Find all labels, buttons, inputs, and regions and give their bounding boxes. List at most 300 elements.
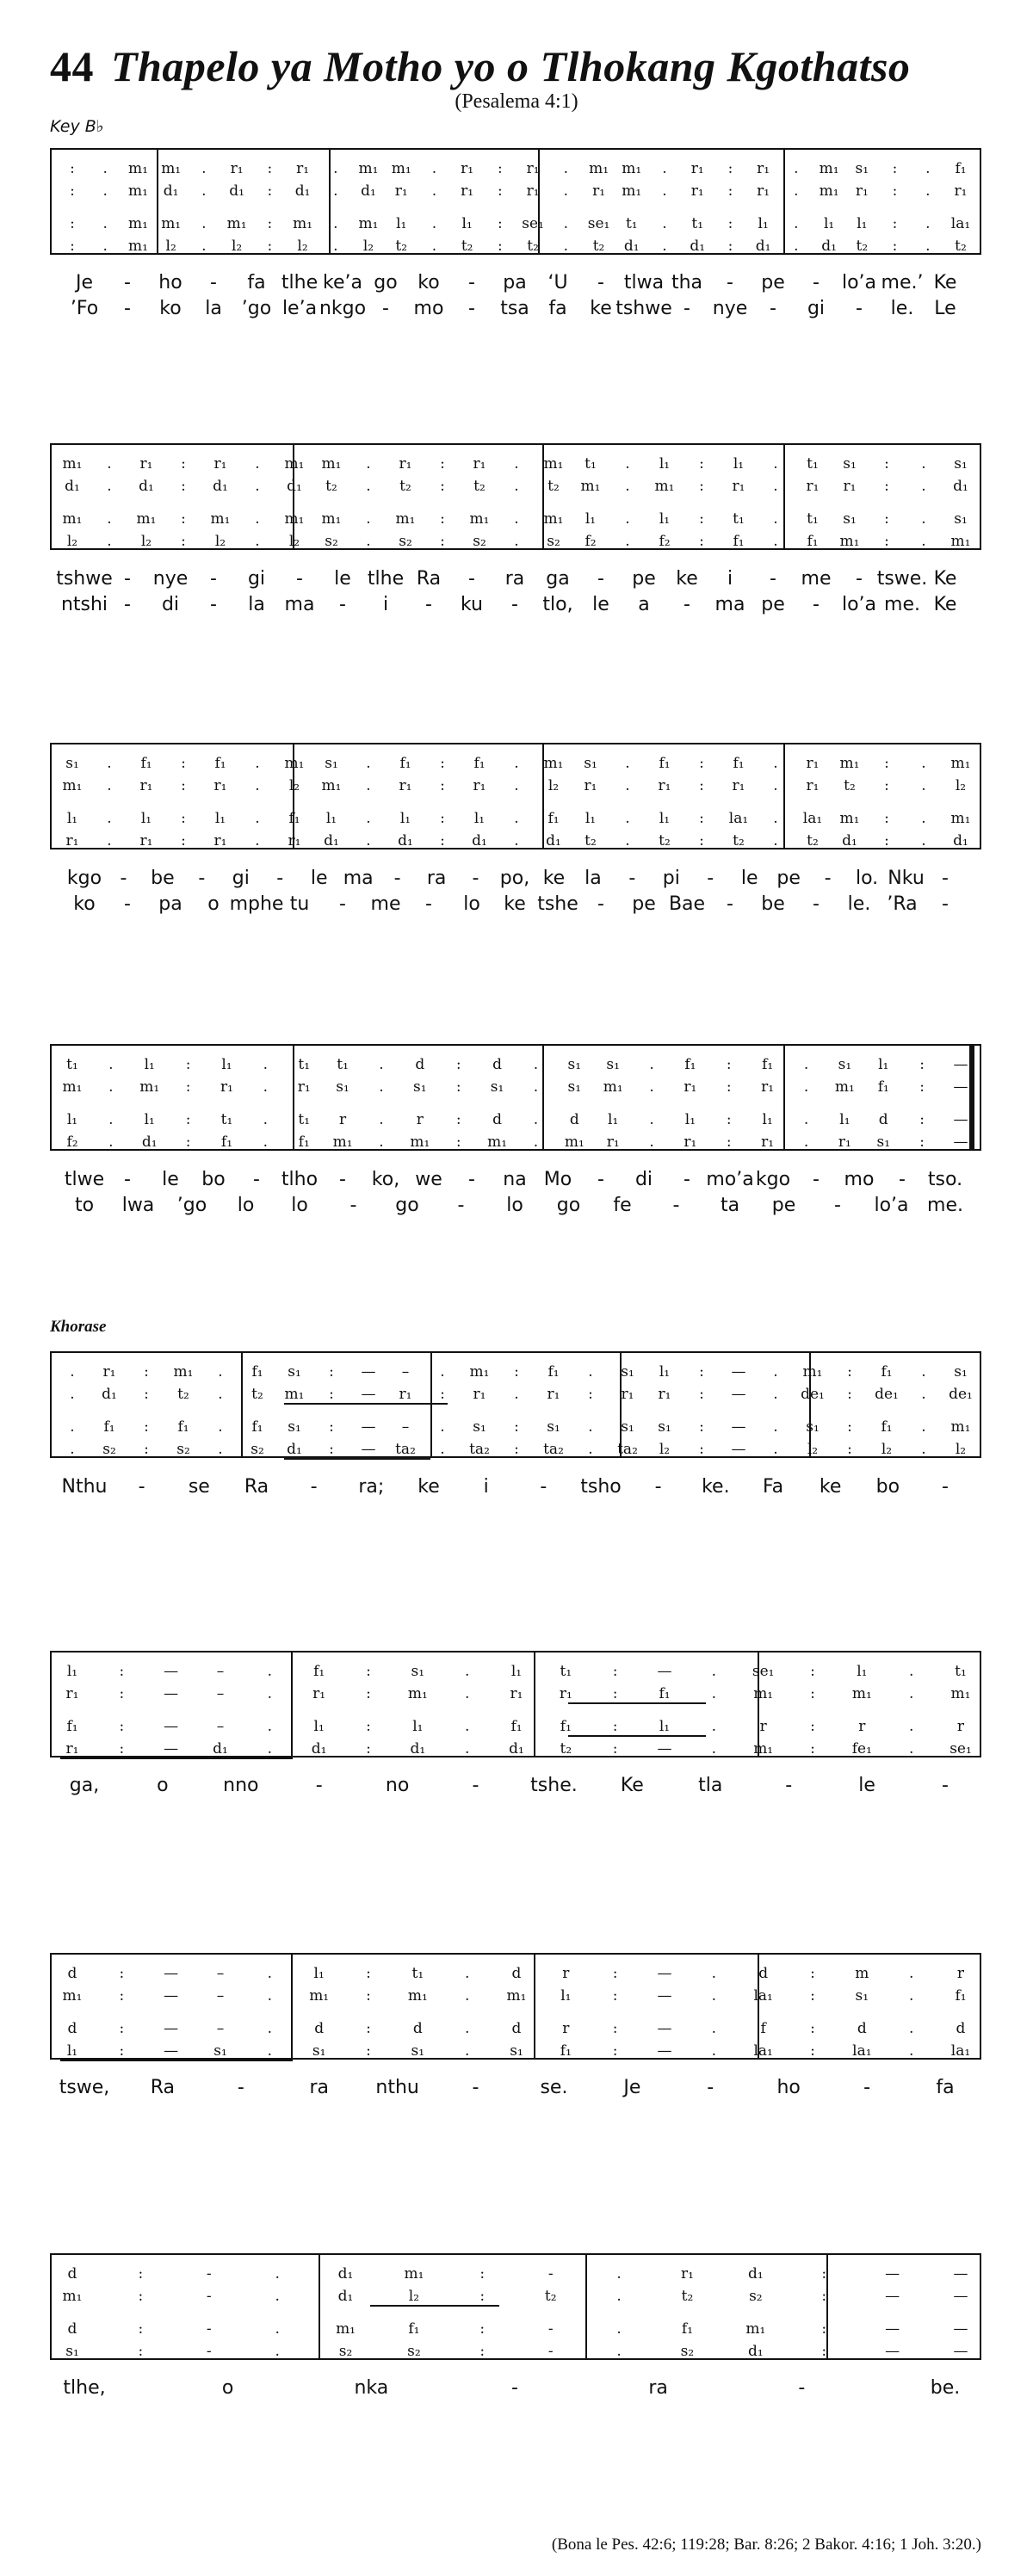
- solfa-note: l₂: [362, 238, 374, 255]
- solfa-note: .: [908, 2020, 914, 2037]
- solfa-note: s₁: [855, 1987, 869, 2005]
- solfa-note: .: [514, 810, 519, 827]
- lyric-syllable: ’go: [241, 298, 272, 319]
- solfa-note: .: [625, 777, 630, 794]
- solfa-note: d: [412, 2020, 423, 2037]
- solfa-note: -: [206, 2288, 212, 2305]
- solfa-note: .: [275, 2265, 280, 2283]
- lyric-syllable: Fa: [762, 1476, 784, 1498]
- lyric-syllable: mo: [413, 298, 444, 319]
- solfa-note: —: [164, 2020, 179, 2037]
- solfa-note: :: [267, 238, 273, 255]
- solfa-note: :: [810, 1685, 815, 1702]
- solfa-note: m₁: [753, 1685, 774, 1702]
- solfa-note: :: [699, 1441, 704, 1458]
- solfa-note: t₁: [807, 455, 819, 473]
- tie-line: [370, 2305, 499, 2307]
- score-system-4: [50, 1044, 981, 1151]
- lyric-syllable: Ke: [933, 272, 957, 293]
- lyric-syllable: -: [124, 272, 131, 293]
- solfa-note: r₁: [954, 182, 968, 200]
- solfa-note: :: [699, 777, 704, 794]
- solfa-note: .: [773, 1386, 778, 1403]
- solfa-note: r₁: [213, 832, 227, 849]
- lyric-syllable: ‘U: [547, 272, 568, 293]
- solfa-note: r₁: [139, 777, 153, 794]
- solfa-note: m₁: [543, 510, 564, 528]
- voice-part-bass: [52, 832, 980, 851]
- solfa-note: .: [218, 1363, 223, 1381]
- solfa-note: .: [514, 455, 519, 473]
- solfa-note: :: [366, 1740, 371, 1757]
- lyric-syllable: bo: [201, 1169, 226, 1190]
- lyric-syllable: ra: [309, 2077, 329, 2098]
- lyric-syllable: gi: [807, 298, 826, 319]
- solfa-note: .: [440, 1441, 445, 1458]
- solfa-note: l₂: [955, 777, 967, 794]
- solfa-note: f₁: [659, 755, 671, 772]
- solfa-note: :: [892, 160, 898, 177]
- lyric-syllable: -: [813, 893, 820, 915]
- solfa-note: .: [366, 533, 371, 550]
- lyric-syllable: -: [684, 594, 690, 615]
- solfa-note: :: [138, 2343, 144, 2360]
- solfa-note: :: [366, 2020, 371, 2037]
- score-system-8: [50, 2253, 981, 2360]
- solfa-note: .: [925, 160, 931, 177]
- solfa-note: .: [464, 2020, 470, 2037]
- lyric-syllable: -: [276, 868, 284, 889]
- solfa-note: :: [726, 1111, 732, 1128]
- solfa-note: m₁: [127, 182, 148, 200]
- solfa-note: de₁: [875, 1386, 899, 1403]
- voice-part-bass: [52, 1134, 980, 1152]
- solfa-note: .: [366, 810, 371, 827]
- solfa-note: .: [263, 1111, 269, 1128]
- lyric-syllable: me.’: [881, 272, 924, 293]
- solfa-note: m₁: [407, 1685, 428, 1702]
- lyric-syllable: lo’a: [841, 594, 877, 615]
- solfa-note: m₁: [358, 160, 379, 177]
- solfa-note: l₂: [955, 1441, 967, 1458]
- lyric-syllable: tshe: [537, 893, 578, 915]
- solfa-note: :: [821, 2265, 827, 2283]
- lyric-syllable: nye: [152, 568, 189, 590]
- solfa-note: m₁: [62, 777, 83, 794]
- solfa-note: :: [884, 510, 889, 528]
- solfa-note: —: [657, 2042, 672, 2060]
- solfa-note: .: [107, 455, 112, 473]
- solfa-note: t₂: [681, 2288, 694, 2305]
- solfa-note: —: [361, 1418, 376, 1436]
- lyric-syllable: ku: [460, 594, 484, 615]
- lyric-syllable: ke: [418, 1476, 440, 1498]
- solfa-note: .: [921, 1441, 926, 1458]
- solfa-note: :: [919, 1134, 925, 1151]
- solfa-note: d₁: [953, 478, 968, 495]
- solfa-note: m₁: [950, 755, 971, 772]
- solfa-note: s₁: [843, 510, 857, 528]
- solfa-note: :: [181, 810, 186, 827]
- solfa-note: t₂: [592, 238, 605, 255]
- solfa-note: d: [492, 1056, 503, 1073]
- solfa-note: s₁: [621, 1418, 634, 1436]
- solfa-note: d₁: [747, 2343, 764, 2360]
- solfa-note: f₁: [955, 160, 967, 177]
- solfa-note: :: [440, 533, 445, 550]
- lyric-syllable: se.: [540, 2077, 568, 2098]
- solfa-note: d₁: [294, 182, 311, 200]
- solfa-note: f₂: [585, 533, 597, 550]
- solfa-note: :: [892, 215, 898, 232]
- solfa-note: la₁: [852, 2042, 872, 2060]
- solfa-note: -: [206, 2343, 212, 2360]
- lyric-syllable: pi: [662, 868, 680, 889]
- solfa-note: r₁: [761, 1078, 775, 1096]
- solfa-note: r₁: [288, 832, 301, 849]
- solfa-note: l₁: [560, 1987, 572, 2005]
- solfa-note: r: [416, 1111, 424, 1128]
- solfa-note: —: [657, 1740, 672, 1757]
- solfa-note: t₁: [298, 1111, 311, 1128]
- lyric-syllable: no: [385, 1775, 410, 1796]
- lyric-syllable: -: [468, 1169, 475, 1190]
- solfa-note: .: [921, 455, 926, 473]
- solfa-note: .: [333, 238, 338, 255]
- solfa-note: :: [138, 2320, 144, 2338]
- solfa-note: :: [440, 510, 445, 528]
- lyric-syllable: -: [124, 893, 131, 915]
- solfa-note: .: [711, 1663, 717, 1680]
- lyric-syllable: le: [740, 868, 758, 889]
- solfa-note: :: [181, 755, 186, 772]
- solfa-note: d: [511, 1965, 522, 1982]
- solfa-note: .: [108, 1134, 114, 1151]
- solfa-note: r₁: [399, 455, 412, 473]
- solfa-note: s₂: [749, 2288, 763, 2305]
- solfa-note: :: [884, 810, 889, 827]
- solfa-note: t₂: [547, 478, 560, 495]
- solfa-note: :: [810, 1987, 815, 2005]
- solfa-note: :: [440, 755, 445, 772]
- solfa-note: .: [921, 1418, 926, 1436]
- voice-part-soprano: [52, 455, 980, 474]
- lyric-line-4-1: [50, 1169, 981, 1195]
- solfa-note: :: [612, 2042, 618, 2060]
- solfa-note: d: [492, 1111, 503, 1128]
- solfa-note: .: [908, 1965, 914, 1982]
- solfa-note: t₂: [177, 1386, 189, 1403]
- solfa-note: d₁: [65, 478, 80, 495]
- solfa-note: :: [138, 2288, 144, 2305]
- solfa-note: :: [884, 777, 889, 794]
- solfa-note: .: [625, 810, 630, 827]
- solfa-note: .: [925, 182, 931, 200]
- lyric-syllable: pe: [776, 868, 801, 889]
- solfa-note: .: [711, 1987, 717, 2005]
- solfa-note: s₁: [547, 1418, 560, 1436]
- solfa-note: r₁: [684, 1078, 697, 1096]
- solfa-note: —: [164, 1987, 179, 2005]
- lyric-line-3-2: [50, 893, 981, 919]
- lyric-syllable: -: [597, 272, 604, 293]
- solfa-note: .: [255, 777, 260, 794]
- voice-part-alto: [52, 1987, 980, 2006]
- solfa-note: :: [479, 2343, 486, 2360]
- solfa-note: r₁: [526, 160, 540, 177]
- solfa-note: .: [803, 1056, 809, 1073]
- lyric-syllable: gi: [247, 568, 266, 590]
- solfa-note: .: [464, 1663, 470, 1680]
- lyric-syllable: -: [425, 893, 432, 915]
- solfa-note: r₁: [658, 777, 671, 794]
- solfa-note: :: [847, 1386, 852, 1403]
- solfa-note: :: [70, 215, 75, 232]
- lyric-syllable: -: [707, 868, 714, 889]
- solfa-note: .: [263, 1134, 269, 1151]
- solfa-note: d: [67, 2020, 77, 2037]
- solfa-note: m₁: [391, 160, 411, 177]
- solfa-note: s₁: [954, 510, 968, 528]
- lyric-syllable: ke’a: [323, 272, 362, 293]
- lyric-syllable: -: [124, 594, 131, 615]
- solfa-note: -: [206, 2265, 212, 2283]
- solfa-note: r₁: [658, 1386, 671, 1403]
- solfa-note: r₁: [559, 1685, 572, 1702]
- lyric-syllable: -: [597, 893, 604, 915]
- solfa-note: .: [275, 2320, 280, 2338]
- lyric-syllable: -: [210, 594, 217, 615]
- lyric-syllable: le: [162, 1169, 179, 1190]
- solfa-note: f₁: [560, 2042, 572, 2060]
- solfa-note: .: [255, 755, 260, 772]
- solfa-note: :: [588, 1386, 593, 1403]
- lyric-syllable: -: [310, 1476, 318, 1498]
- lyric-syllable: o: [207, 893, 220, 915]
- lyric-syllable: i: [483, 1476, 489, 1498]
- solfa-note: f₁: [733, 755, 745, 772]
- solfa-note: l₁: [733, 455, 745, 473]
- solfa-note: d: [956, 2020, 966, 2037]
- solfa-note: –: [401, 1418, 410, 1436]
- solfa-note: r₁: [547, 1386, 560, 1403]
- solfa-note: :: [884, 478, 889, 495]
- solfa-note: :: [884, 832, 889, 849]
- solfa-note: .: [773, 510, 778, 528]
- solfa-note: :: [440, 478, 445, 495]
- solfa-note: m₁: [127, 238, 148, 255]
- lyric-syllable: ra;: [358, 1476, 385, 1498]
- solfa-note: s₂: [407, 2343, 421, 2360]
- voice-part-soprano: [52, 160, 980, 179]
- lyric-line-6-1: [50, 1775, 981, 1801]
- solfa-note: .: [563, 238, 569, 255]
- solfa-note: ta₂: [617, 1441, 638, 1458]
- voice-part-tenor: [52, 810, 980, 829]
- solfa-note: f₁: [733, 533, 745, 550]
- solfa-note: d₁: [747, 2265, 764, 2283]
- solfa-note: :: [699, 478, 704, 495]
- voice-part-alto: [52, 1078, 980, 1097]
- solfa-note: -: [547, 2265, 554, 2283]
- solfa-note: —: [953, 1078, 968, 1096]
- lyric-syllable: -: [597, 1169, 604, 1190]
- solfa-note: .: [794, 215, 799, 232]
- solfa-note: f₁: [288, 810, 300, 827]
- solfa-note: .: [773, 1441, 778, 1458]
- lyric-syllable: Mo: [543, 1169, 572, 1190]
- solfa-note: :: [119, 2020, 125, 2037]
- solfa-note: s₁: [336, 1078, 349, 1096]
- solfa-note: f₁: [313, 1663, 325, 1680]
- solfa-note: s₁: [806, 1418, 820, 1436]
- lyric-syllable: -: [339, 893, 346, 915]
- solfa-note: l₂: [807, 1441, 819, 1458]
- solfa-note: l₁: [399, 810, 411, 827]
- lyric-syllable: -: [785, 1775, 793, 1796]
- voice-part-tenor: [52, 1718, 980, 1737]
- solfa-note: .: [255, 810, 260, 827]
- solfa-note: m₁: [950, 1418, 971, 1436]
- solfa-note: —: [885, 2343, 900, 2360]
- lyric-syllable: lo: [291, 1195, 308, 1216]
- solfa-note: r: [562, 1965, 570, 1982]
- solfa-note: fe₁: [851, 1740, 872, 1757]
- solfa-note: s₁: [411, 1663, 425, 1680]
- solfa-note: —: [164, 1740, 179, 1757]
- solfa-note: .: [267, 1965, 273, 1982]
- solfa-note: :: [612, 1718, 618, 1735]
- lyric-syllable: -: [942, 868, 949, 889]
- solfa-note: .: [366, 510, 371, 528]
- solfa-note: .: [464, 1685, 470, 1702]
- solfa-note: :: [612, 1740, 618, 1757]
- lyric-syllable: fa: [247, 272, 266, 293]
- solfa-note: d₁: [821, 238, 837, 255]
- solfa-note: —: [953, 1056, 968, 1073]
- solfa-note: .: [102, 215, 108, 232]
- solfa-note: t₂: [395, 238, 408, 255]
- solfa-note: :: [181, 777, 186, 794]
- solfa-note: r₁: [806, 755, 820, 772]
- solfa-note: .: [794, 160, 799, 177]
- solfa-note: .: [563, 160, 569, 177]
- solfa-note: :: [366, 1965, 371, 1982]
- solfa-note: t₂: [399, 478, 411, 495]
- solfa-note: s₁: [567, 1056, 582, 1073]
- lyric-syllable: -: [770, 568, 776, 590]
- solfa-note: m₁: [506, 1987, 527, 2005]
- solfa-note: .: [267, 1740, 273, 1757]
- lyric-syllable: ke: [676, 568, 698, 590]
- solfa-note: s₂: [338, 2343, 353, 2360]
- lyric-syllable: lo: [506, 1195, 523, 1216]
- lyric-syllable: le.: [890, 298, 914, 319]
- solfa-note: d₁: [163, 182, 179, 200]
- voice-part-tenor: [52, 1418, 980, 1437]
- solfa-note: —: [657, 1987, 672, 2005]
- solfa-note: .: [711, 1965, 717, 1982]
- solfa-note: d₁: [102, 1386, 117, 1403]
- solfa-note: f₁: [66, 1718, 78, 1735]
- score-system-3: [50, 743, 981, 849]
- solfa-note: .: [711, 1740, 717, 1757]
- solfa-note: :: [847, 1441, 852, 1458]
- solfa-note: m₁: [950, 1685, 971, 1702]
- solfa-note: —: [361, 1363, 376, 1381]
- solfa-note: m₁: [834, 1078, 855, 1096]
- solfa-note: .: [255, 832, 260, 849]
- lyric-syllable: ko,: [371, 1169, 400, 1190]
- tie-line: [568, 1735, 706, 1737]
- solfa-note: .: [218, 1386, 223, 1403]
- solfa-note: :: [847, 1418, 852, 1436]
- solfa-note: :: [440, 832, 445, 849]
- solfa-note: .: [588, 1418, 593, 1436]
- solfa-note: :: [119, 2042, 125, 2060]
- solfa-note: :: [612, 1663, 618, 1680]
- lyric-syllable: -: [468, 298, 475, 319]
- solfa-note: la₁: [753, 1987, 773, 2005]
- lyric-syllable: o: [221, 2377, 234, 2399]
- solfa-note: :: [884, 755, 889, 772]
- solfa-note: s₁: [843, 455, 857, 473]
- lyric-syllable: di: [634, 1169, 653, 1190]
- solfa-note: :: [847, 1363, 852, 1381]
- solfa-note: —: [885, 2320, 900, 2338]
- solfa-note: l₁: [66, 810, 78, 827]
- lyric-syllable: -: [727, 893, 733, 915]
- solfa-note: .: [107, 478, 112, 495]
- lyric-syllable: le: [592, 594, 609, 615]
- lyric-syllable: -: [684, 298, 690, 319]
- solfa-note: :: [612, 1987, 618, 2005]
- hymn-title-text: Thapelo ya Motho yo o Tlhokang Kgothatso: [111, 42, 911, 90]
- solfa-note: m₁: [622, 182, 642, 200]
- solfa-note: .: [649, 1078, 654, 1096]
- solfa-note: d₁: [337, 2265, 354, 2283]
- lyric-syllable: -: [468, 272, 475, 293]
- lyric-syllable: -: [654, 1476, 662, 1498]
- solfa-note: .: [107, 810, 112, 827]
- lyric-syllable: le: [334, 568, 351, 590]
- solfa-note: d₁: [755, 238, 771, 255]
- solfa-note: m₁: [839, 755, 860, 772]
- solfa-note: .: [102, 160, 108, 177]
- lyric-syllable: Le: [934, 298, 956, 319]
- lyric-syllable: nthu: [375, 2077, 419, 2098]
- lyric-syllable: pe: [632, 893, 656, 915]
- solfa-note: :: [810, 1663, 815, 1680]
- solfa-note: r₁: [761, 1134, 775, 1151]
- lyric-syllable: pa: [158, 893, 182, 915]
- solfa-note: l₁: [608, 1111, 619, 1128]
- solfa-note: m₁: [210, 510, 231, 528]
- solfa-note: .: [267, 1987, 273, 2005]
- solfa-note: t₂: [733, 832, 745, 849]
- solfa-note: f₂: [659, 533, 671, 550]
- solfa-note: l₁: [66, 2042, 78, 2060]
- lyric-syllable: ra: [648, 2377, 668, 2399]
- solfa-note: :: [70, 160, 75, 177]
- solfa-note: m₁: [62, 1078, 83, 1096]
- solfa-note: :: [440, 455, 445, 473]
- solfa-note: r₁: [757, 182, 770, 200]
- solfa-note: r₁: [606, 1134, 620, 1151]
- solfa-note: r₁: [65, 832, 79, 849]
- solfa-note: .: [70, 1441, 75, 1458]
- solfa-note: .: [662, 160, 667, 177]
